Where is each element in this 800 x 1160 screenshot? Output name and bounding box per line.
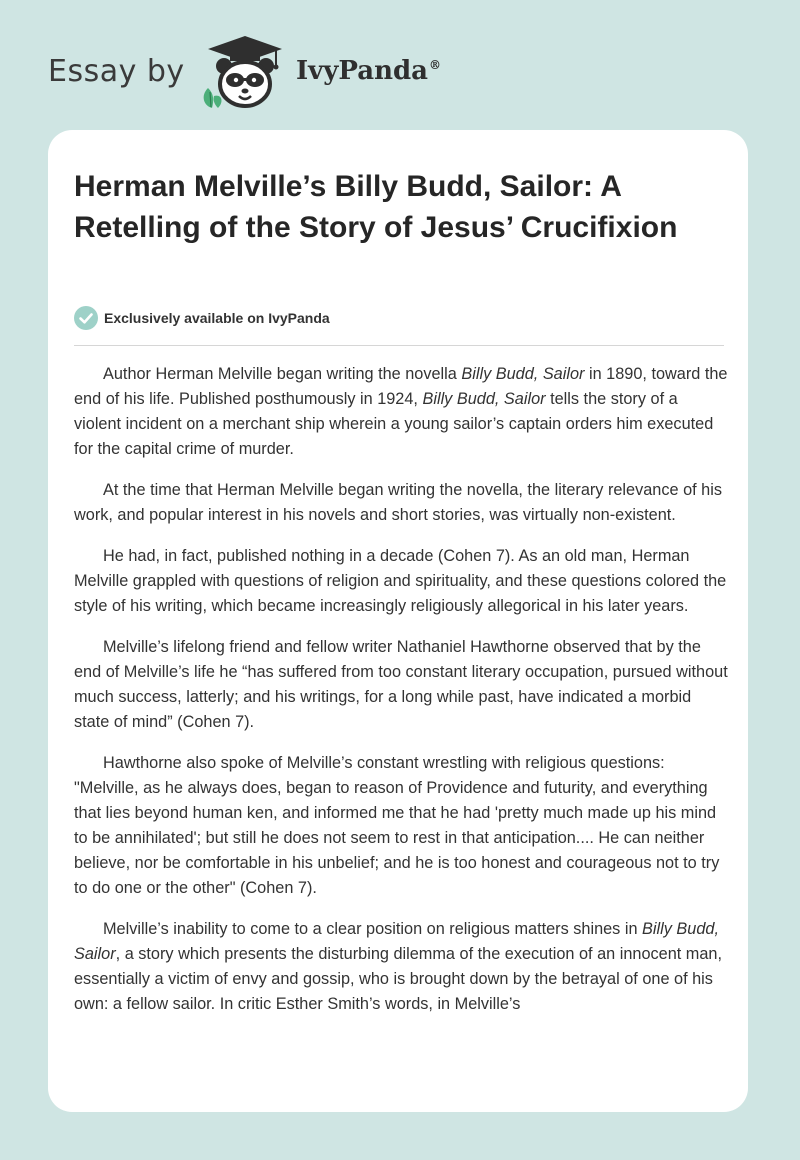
article-paragraph (74, 362, 728, 462)
paragraph-text: Author Herman Melville began writing the novella (103, 365, 462, 383)
paragraph-text: At the time that Herman Melville began writing the novella, the literary relevance of his work, and popular interest in his novels and short stories, was virtually non-existent. (74, 481, 722, 524)
panda-graduate-icon (200, 34, 290, 110)
paragraph-text: Melville’s lifelong friend and fellow writer Nathaniel Hawthorne observed that by the end of Melville’s life he “has suffered from too constant literary occupation, pursued without much success, latterly; and his writings, for a long while past, have indicated a morbid state of mind” (Cohen 7). (74, 638, 728, 731)
brand-prefix: Essay by (48, 54, 185, 89)
paragraph-text: He had, in fact, published nothing in a decade (Cohen 7). As an old man, Herman Melville grappled with questions of religion and spirituality, and these questions colored the style of his writing, which became increasingly religiously allegorical in his later years. (74, 547, 727, 615)
article-body (74, 362, 728, 1033)
article-title: Herman Melville’s Billy Budd, Sailor: A Retelling of the Story of Jesus’ Crucifixion (74, 170, 678, 244)
badge-text: Exclusively available on IvyPanda (104, 310, 330, 326)
article-card (48, 130, 748, 1112)
paragraph-text: Hawthorne also spoke of Melville’s constant wrestling with religious questions: "Melville, as he always does, began to reason of Providence and futurity, and everything that lies beyond human ken, and informed me that he had 'pretty much made up his mind to be annihilated'; but still he does not seem to rest in that anticipation.... He can neither believe, nor be comfortable in his unbelief; and he is too honest and courageous not to try to do one or the other" (Cohen 7). (74, 754, 720, 897)
book-title-italic: Billy Budd, Sailor (461, 365, 585, 383)
book-title-italic: Billy Budd, Sailor (422, 390, 546, 408)
article-paragraph (74, 917, 728, 1017)
article-paragraph (74, 751, 728, 901)
paragraph-text: in 1890, toward the end of his life. Published posthumously in 1924, (74, 365, 728, 408)
article-paragraph (74, 544, 728, 619)
brand-name: IvyPanda® (296, 56, 442, 86)
article-paragraph (74, 635, 728, 735)
paragraph-text: , a story which presents the disturbing dilemma of the execution of an innocent man, essentially a victim of envy and gossip, who is brought down by the betrayal of one of his own: a fellow sailor. In critic Esther Smith’s words, in Melville’s (74, 945, 722, 1013)
paragraph-text: tells the story of a violent incident on a merchant ship wherein a young sailor’s captain orders him executed for the capital crime of murder. (74, 390, 714, 458)
article-paragraph (74, 478, 728, 528)
check-circle-icon (74, 306, 98, 330)
brand-header (48, 34, 548, 114)
paragraph-text: Melville’s inability to come to a clear position on religious matters shines in (103, 920, 643, 938)
brand-registered-mark: ® (429, 58, 442, 72)
exclusive-badge (74, 306, 330, 330)
divider (74, 345, 724, 346)
book-title-italic: Billy Budd, Sailor (74, 920, 719, 963)
